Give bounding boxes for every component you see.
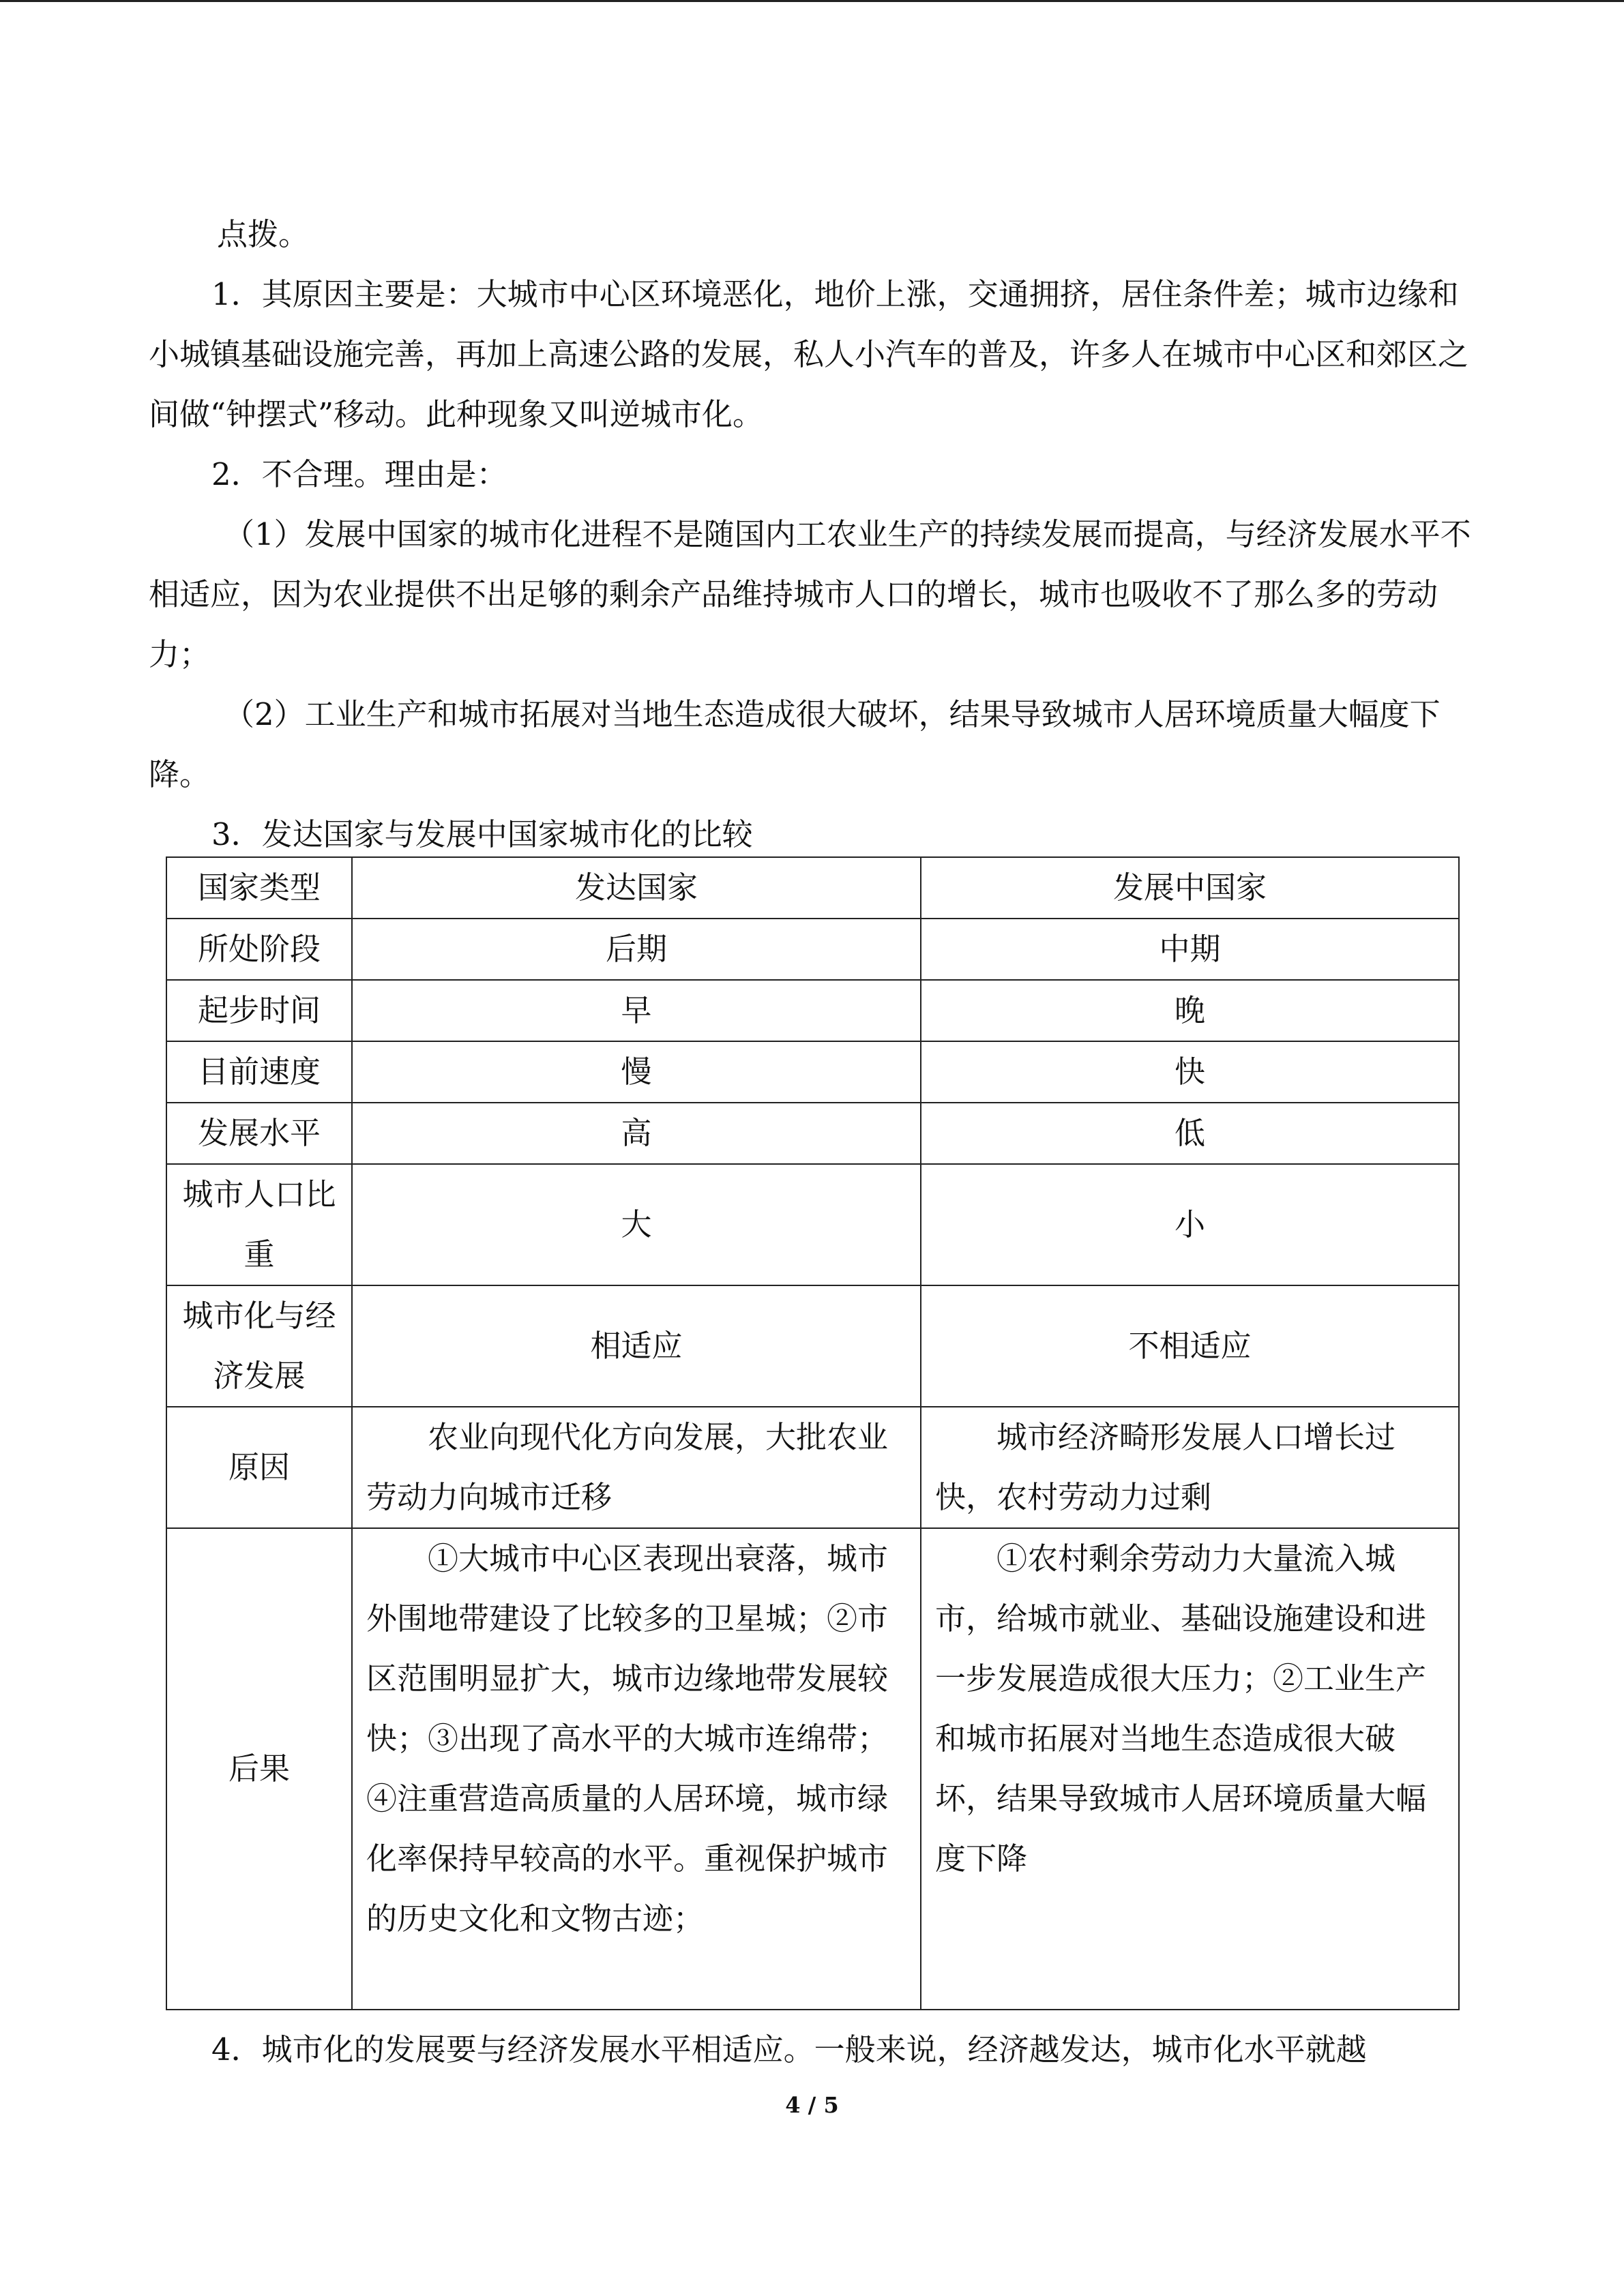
row-label: 发展水平 (166, 1103, 352, 1164)
developing-cell: ①农村剩余劳动力大量流入城市，给城市就业、基础设施建设和进一步发展造成很大压力；②工业生产和城市拓展对当地生态造成很大破坏，结果导致城市人居环境质量大幅度下降 (921, 1528, 1459, 2010)
row-label: 所处阶段 (166, 919, 352, 980)
paragraph-answer-1: 1．其原因主要是：大城市中心区环境恶化，地价上涨，交通拥挤，居住条件差；城市边缘和小城镇基础设施完善，再加上高速公路的发展，私人小汽车的普及，许多人在城市中心区和郊区之间做“钟摆式”移动。此种现象又叫逆城市化。 (149, 276, 1469, 432)
row-label: 城市人口比重 (166, 1164, 352, 1285)
developed-cell: 慢 (352, 1041, 921, 1103)
developing-cell: 不相适应 (921, 1285, 1459, 1407)
developing-cell: 快 (921, 1041, 1459, 1103)
developed-cell: 发达国家 (352, 857, 921, 919)
row-label: 原因 (166, 1407, 352, 1528)
developing-cell: 发展中国家 (921, 857, 1459, 919)
table-row (166, 1164, 1459, 1285)
developed-cell: 农业向现代化方向发展，大批农业劳动力向城市迁移 (352, 1407, 921, 1528)
developing-cell: 小 (921, 1164, 1459, 1285)
row-label: 城市化与经济发展 (166, 1285, 352, 1407)
developing-cell: 城市经济畸形发展人口增长过快，农村劳动力过剩 (921, 1407, 1459, 1528)
table-row (166, 1528, 1459, 2010)
paragraph-answer-2-1: （1）发展中国家的城市化进程不是随国内工农业生产的持续发展而提高，与经济发展水平不相适应，因为农业提供不出足够的剩余产品维持城市人口的增长，城市也吸收不了那么多的劳动力； (149, 516, 1471, 672)
developing-cell: 晚 (921, 980, 1459, 1041)
top-edge-line (0, 0, 1624, 2)
paragraph-hint: 点拨。 (217, 216, 310, 252)
row-label: 目前速度 (166, 1041, 352, 1103)
developed-cell: 后期 (352, 919, 921, 980)
paragraph-table-caption: 3．发达国家与发展中国家城市化的比较 (211, 816, 753, 852)
developed-cell: 早 (352, 980, 921, 1041)
table-row (166, 919, 1459, 980)
row-label: 国家类型 (166, 857, 352, 919)
paragraph-answer-2-2: （2）工业生产和城市拓展对当地生态造成很大破坏，结果导致城市人居环境质量大幅度下降。 (149, 696, 1441, 792)
table-row (166, 1103, 1459, 1164)
developing-cell: 低 (921, 1103, 1459, 1164)
developed-cell: ①大城市中心区表现出衰落，城市外围地带建设了比较多的卫星城；②市区范围明显扩大，城市边缘地带发展较快；③出现了高水平的大城市连绵带；④注重营造高质量的人居环境，城市绿化率保持早较高的水平。重视保护城市的历史文化和文物古迹； (352, 1528, 921, 2010)
table-row (166, 1285, 1459, 1407)
urbanization-comparison-table (166, 856, 1460, 2010)
table-row (166, 857, 1459, 919)
paragraph-answer-2: 2．不合理。理由是： (211, 456, 507, 492)
table-row (166, 1041, 1459, 1103)
row-label: 后果 (166, 1528, 352, 2010)
developed-cell: 大 (352, 1164, 921, 1285)
table-row (166, 1407, 1459, 1528)
table-row (166, 980, 1459, 1041)
page-number: 4 / 5 (785, 2092, 839, 2118)
paragraph-answer-4: 4．城市化的发展要与经济发展水平相适应。一般来说，经济越发达，城市化水平就越 (211, 2031, 1367, 2068)
developing-cell: 中期 (921, 919, 1459, 980)
developed-cell: 相适应 (352, 1285, 921, 1407)
developed-cell: 高 (352, 1103, 921, 1164)
row-label: 起步时间 (166, 980, 352, 1041)
